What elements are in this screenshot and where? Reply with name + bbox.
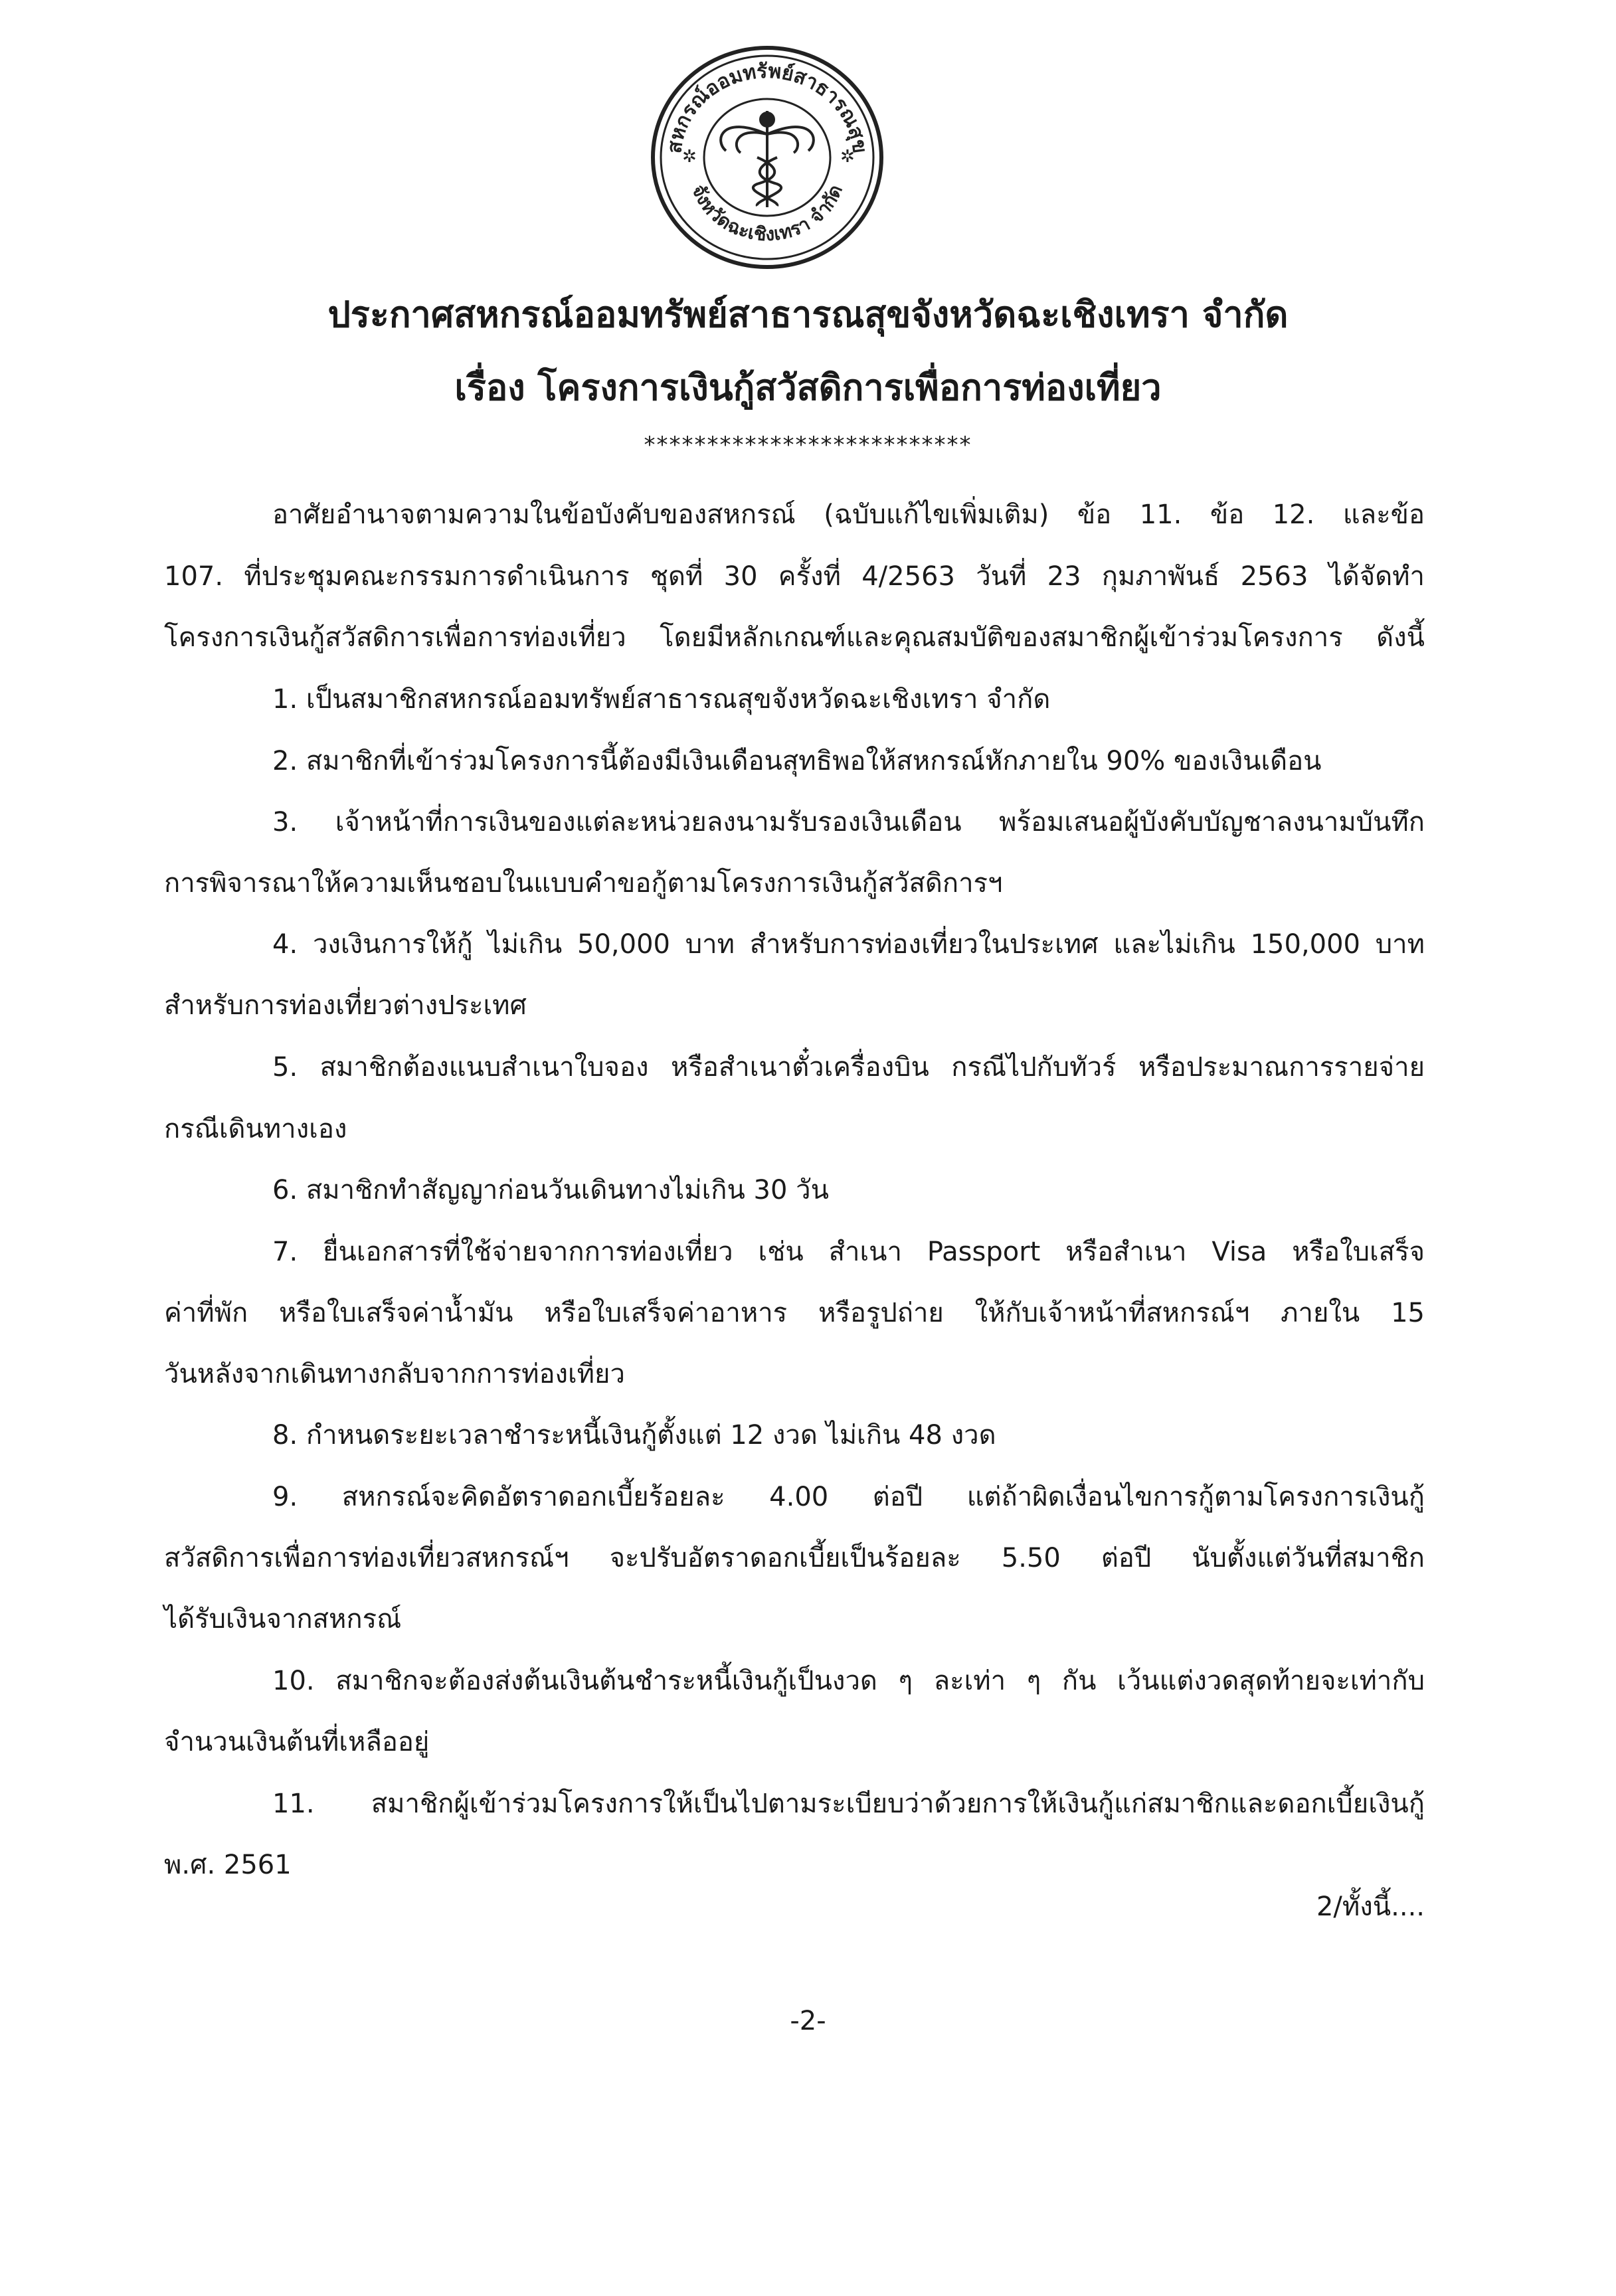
intro-line-2: 107. ที่ประชุมคณะกรรมการดำเนินการ ชุดที่ 30 ครั้งที่ 4/2563 วันที่ 23 กุมภาพันธ์ 2563 ได้จัดทำ bbox=[164, 561, 1425, 592]
item-5: 5. สมาชิกต้องแนบสำเนาใบจอง หรือสำเนาตั๋วเครื่องบิน กรณีไปกับทัวร์ หรือประมาณการรายจ่าย bbox=[272, 1052, 1425, 1083]
item-10: 10. สมาชิกจะต้องส่งต้นเงินต้นชำระหนี้เงินกู้เป็นงวด ๆ ละเท่า ๆ กัน เว้นแต่งวดสุดท้ายจะเท่ากับ bbox=[272, 1666, 1425, 1696]
item-1: 1. เป็นสมาชิกสหกรณ์ออมทรัพย์สาธารณสุขจังหวัดฉะเชิงเทรา จำกัด bbox=[272, 684, 1051, 715]
svg-text:✲: ✲ bbox=[840, 147, 855, 167]
item-4: 4. วงเงินการให้กู้ ไม่เกิน 50,000 บาท สำหรับการท่องเที่ยวในประเทศ และไม่เกิน 150,000 บาท bbox=[272, 929, 1425, 960]
item-3: 3. เจ้าหน้าที่การเงินของแต่ละหน่วยลงนามรับรองเงินเดือน พร้อมเสนอผู้บังคับบัญชาลงนามบันทึก bbox=[272, 807, 1425, 838]
item-8: 8. กำหนดระยะเวลาชำระหนี้เงินกู้ตั้งแต่ 12 งวด ไม่เกิน 48 งวด bbox=[272, 1420, 996, 1451]
announcement-subject: เรื่อง โครงการเงินกู้สวัสดิการเพื่อการท่องเที่ยว bbox=[454, 367, 1162, 408]
item-7-cont-1: ค่าที่พัก หรือใบเสร็จค่าน้ำมัน หรือใบเสร็จค่าอาหาร หรือรูปถ่าย ให้กับเจ้าหน้าที่สหกรณ์ฯ ภายใน 15 bbox=[164, 1298, 1425, 1328]
item-6: 6. สมาชิกทำสัญญาก่อนวันเดินทางไม่เกิน 30 วัน bbox=[272, 1175, 829, 1205]
page-number: -2- bbox=[790, 2006, 826, 2036]
title-separator: ************************** bbox=[644, 432, 972, 458]
announcement-title: ประกาศสหกรณ์ออมทรัพย์สาธารณสุขจังหวัดฉะเชิงเทรา จำกัด bbox=[327, 294, 1289, 335]
svg-text:จังหวัดฉะเชิงเทรา จำกัด: จังหวัดฉะเชิงเทรา จำกัด bbox=[687, 181, 848, 246]
item-9-cont-2: ได้รับเงินจากสหกรณ์ bbox=[164, 1604, 402, 1634]
svg-text:✲: ✲ bbox=[682, 147, 697, 167]
item-3-cont: การพิจารณาให้ความเห็นชอบในแบบคำขอกู้ตามโครงการเงินกู้สวัสดิการฯ bbox=[164, 868, 1003, 899]
item-7: 7. ยื่นเอกสารที่ใช้จ่ายจากการท่องเที่ยว เช่น สำเนา Passport หรือสำเนา Visa หรือใบเสร็จ bbox=[272, 1237, 1425, 1267]
item-2: 2. สมาชิกที่เข้าร่วมโครงการนี้ต้องมีเงินเดือนสุทธิพอให้สหกรณ์หักภายใน 90% ของเงินเดือน bbox=[272, 746, 1322, 776]
item-7-cont-2: วันหลังจากเดินทางกลับจากการท่องเที่ยว bbox=[164, 1359, 625, 1389]
item-11: 11. สมาชิกผู้เข้าร่วมโครงการให้เป็นไปตามระเบียบว่าด้วยการให้เงินกู้แก่สมาชิกและดอกเบี้ยเงินกู้ bbox=[272, 1789, 1425, 1819]
continuation-note: 2/ทั้งนี้.... bbox=[1316, 1892, 1425, 1922]
intro-line-3: โครงการเงินกู้สวัสดิการเพื่อการท่องเที่ยว โดยมีหลักเกณฑ์และคุณสมบัติของสมาชิกผู้เข้าร่วมโครงการ ดังนี้ bbox=[164, 622, 1425, 653]
intro-line-1: อาศัยอำนาจตามความในข้อบังคับของสหกรณ์ (ฉบับแก้ไขเพิ่มเติม) ข้อ 11. ข้อ 12. และข้อ bbox=[272, 499, 1425, 530]
item-4-cont: สำหรับการท่องเที่ยวต่างประเทศ bbox=[164, 990, 527, 1021]
item-9: 9. สหกรณ์จะคิดอัตราดอกเบี้ยร้อยละ 4.00 ต่อปี แต่ถ้าผิดเงื่อนไขการกู้ตามโครงการเงินกู้ bbox=[272, 1482, 1425, 1512]
item-5-cont: กรณีเดินทางเอง bbox=[164, 1114, 347, 1144]
item-9-cont-1: สวัสดิการเพื่อการท่องเที่ยวสหกรณ์ฯ จะปรับอัตราดอกเบี้ยเป็นร้อยละ 5.50 ต่อปี นับตั้งแต่วันที่สมาชิก bbox=[164, 1543, 1425, 1573]
item-10-cont: จำนวนเงินต้นที่เหลืออยู่ bbox=[164, 1727, 430, 1757]
svg-text:สหกรณ์ออมทรัพย์สาธารณสุข: สหกรณ์ออมทรัพย์สาธารณสุข bbox=[662, 59, 872, 155]
item-11-cont: พ.ศ. 2561 bbox=[164, 1850, 292, 1880]
caduceus-icon bbox=[721, 111, 814, 207]
cooperative-seal-emblem bbox=[648, 41, 887, 274]
